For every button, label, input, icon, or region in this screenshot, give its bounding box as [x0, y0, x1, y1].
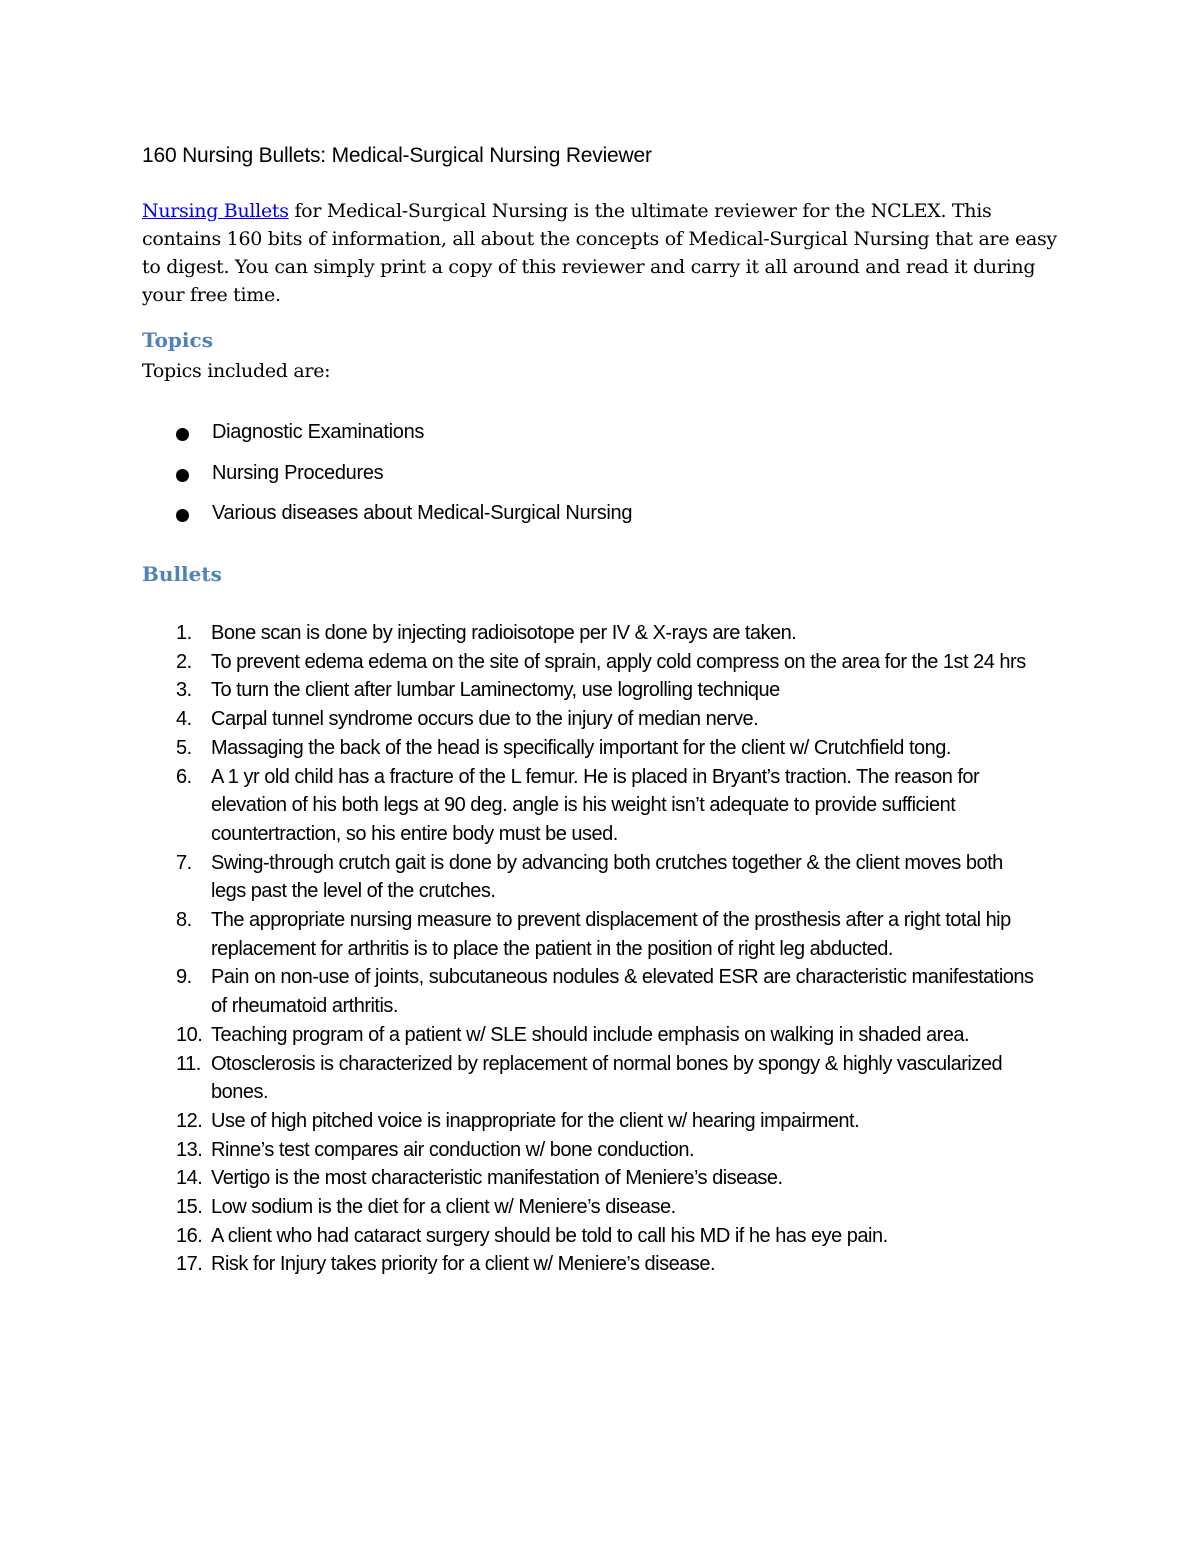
bullet-text: Massaging the back of the head is specifically important for the client w/ Crutchfield tong. — [211, 736, 951, 759]
bullet-text: Use of high pitched voice is inappropriate for the client w/ hearing impairment. — [211, 1109, 860, 1132]
bullet-text: Low sodium is the diet for a client w/ Meniere’s disease. — [211, 1196, 676, 1219]
bullet-number: 9. — [176, 966, 192, 989]
bullet-item — [172, 1250, 1042, 1279]
bullet-number: 13. — [176, 1138, 203, 1161]
bullet-item — [172, 963, 1042, 1020]
bullet-text: A 1 yr old child has a fracture of the L femur. He is placed in Bryant’s traction. The reason for elevation of his both legs at 90 deg. angle is his weight isn’t adequate to provide sufficient countertraction, so his entire body must be used. — [211, 765, 980, 845]
bullet-number: 14. — [176, 1167, 203, 1190]
bullet-number: 1. — [176, 622, 192, 644]
bullet-number: 3. — [176, 679, 192, 702]
bullet-text: Risk for Injury takes priority for a client w/ Meniere’s disease. — [211, 1253, 715, 1276]
topic-item-text: Diagnostic Examinations — [212, 421, 425, 443]
bullets-heading: Bullets — [142, 562, 222, 586]
bullet-text: To turn the client after lumbar Laminectomy, use logrolling technique — [211, 679, 780, 702]
bullet-number: 6. — [176, 765, 192, 788]
bullet-item — [172, 849, 1042, 906]
bullet-number: 2. — [176, 650, 192, 673]
bullet-item — [172, 705, 1042, 734]
bullet-dot-icon — [176, 428, 189, 441]
bullet-item — [172, 1136, 1042, 1165]
bullet-number: 4. — [176, 708, 192, 731]
document-title: 160 Nursing Bullets: Medical-Surgical Nursing Reviewer — [142, 144, 652, 167]
bullet-item — [172, 619, 1042, 648]
bullet-text: To prevent edema edema on the site of sprain, apply cold compress on the area for the 1st 24 hrs — [211, 650, 1026, 673]
bullet-text: Carpal tunnel syndrome occurs due to the injury of median nerve. — [211, 708, 759, 731]
topic-item-text: Various diseases about Medical-Surgical Nursing — [212, 502, 633, 524]
topic-item — [172, 499, 632, 540]
bullet-text: Teaching program of a patient w/ SLE should include emphasis on walking in shaded area. — [211, 1023, 970, 1046]
bullet-number: 17. — [176, 1253, 203, 1276]
bullet-item — [172, 763, 1042, 849]
bullet-list — [172, 619, 1042, 1279]
bullet-item — [172, 906, 1042, 963]
intro-text: for Medical-Surgical Nursing is the ultimate reviewer for the NCLEX. This contains 160 bits of information, all about the concepts of Medical-Surgical Nursing that are easy to digest. You can simply print a copy of this reviewer and carry it all around and read it during your free time. — [142, 200, 1057, 306]
topics-intro: Topics included are: — [142, 360, 331, 382]
bullet-item — [172, 676, 1042, 705]
bullet-dot-icon — [176, 509, 189, 522]
bullet-number: 11. — [176, 1052, 201, 1075]
bullet-text: A client who had cataract surgery should be told to call his MD if he has eye pain. — [211, 1224, 888, 1247]
bullet-text: Vertigo is the most characteristic manifestation of Meniere’s disease. — [211, 1167, 783, 1190]
bullet-number: 7. — [176, 851, 192, 874]
bullet-item — [172, 648, 1042, 677]
topic-item-text: Nursing Procedures — [212, 461, 384, 484]
bullet-item — [172, 734, 1042, 763]
bullet-text: The appropriate nursing measure to prevent displacement of the prosthesis after a right total hip replacement for arthritis is to place the patient in the position of right leg abducted. — [211, 909, 1011, 960]
bullet-number: 10. — [176, 1023, 203, 1046]
topics-heading: Topics — [142, 328, 213, 352]
topic-item — [172, 459, 632, 500]
bullet-item — [172, 1164, 1042, 1193]
bullet-dot-icon — [176, 469, 189, 482]
bullet-text: Rinne’s test compares air conduction w/ bone conduction. — [211, 1138, 695, 1161]
bullet-number: 12. — [176, 1109, 203, 1132]
bullet-item — [172, 1222, 1042, 1251]
bullet-item — [172, 1193, 1042, 1222]
bullet-number: 15. — [176, 1196, 203, 1219]
bullet-number: 5. — [176, 736, 192, 759]
bullet-text: Bone scan is done by injecting radioisotope per IV & X-rays are taken. — [211, 622, 797, 644]
bullet-number: 16. — [176, 1224, 203, 1247]
intro-paragraph — [142, 197, 1072, 309]
bullet-item — [172, 1021, 1042, 1050]
bullet-text: Swing-through crutch gait is done by advancing both crutches together & the client moves both legs past the level of the crutches. — [211, 851, 1003, 903]
topic-list — [172, 418, 632, 540]
bullet-number: 8. — [176, 909, 192, 932]
nursing-bullets-link[interactable]: Nursing Bullets — [142, 200, 289, 222]
bullet-item — [172, 1050, 1042, 1107]
bullet-text: Pain on non-use of joints, subcutaneous nodules & elevated ESR are characteristic manifestations of rheumatoid arthritis. — [211, 966, 1034, 1018]
topic-item — [172, 418, 632, 459]
bullet-text: Otosclerosis is characterized by replacement of normal bones by spongy & highly vascularized bones. — [211, 1052, 1003, 1104]
bullet-item — [172, 1107, 1042, 1136]
